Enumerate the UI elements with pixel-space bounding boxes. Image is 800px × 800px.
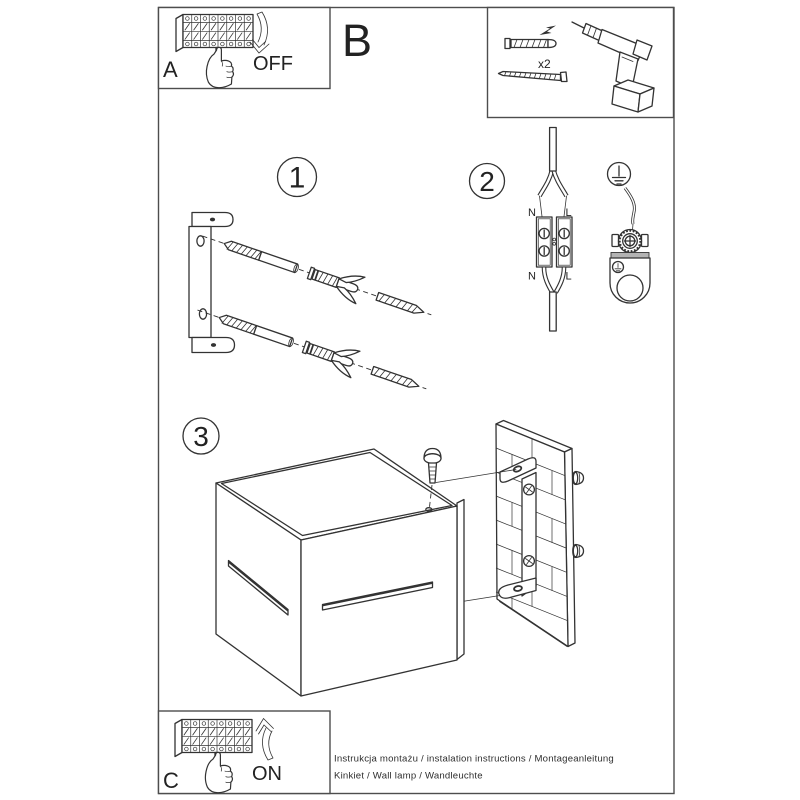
footer-line-2: Kinkiet / Wall lamp / Wandleuchte: [334, 770, 483, 782]
fusebox-icon: [176, 15, 253, 53]
step-2-number: 2: [479, 166, 495, 197]
panel-c-action: ON: [252, 763, 282, 785]
panel-c-breaker-on: [159, 711, 331, 794]
quantity-label: x2: [538, 57, 551, 71]
panel-c-label: C: [163, 768, 179, 793]
alignment-line-bottom: [459, 596, 500, 603]
live-label-bottom: L: [565, 270, 572, 283]
live-label-top: L: [565, 207, 572, 219]
ground-terminal-icon: [610, 230, 650, 304]
ground-connection: [608, 163, 651, 304]
panel-b-label: B: [342, 15, 373, 66]
lamp-cube: [216, 449, 457, 696]
step-3-number: 3: [193, 421, 209, 452]
lamp-back-plate: [457, 500, 464, 660]
wall-screw-bottom: [573, 545, 584, 558]
screw-plug-assembly-top: [198, 223, 436, 328]
page-border: [159, 8, 675, 794]
panel-a-label: A: [163, 57, 178, 82]
footer-line-1: Instrukcja montażu / instalation instructions / Montageanleitung: [334, 753, 614, 765]
ground-symbol-icon: [608, 163, 631, 186]
neutral-label-top: N: [528, 207, 536, 219]
parts-box: [488, 8, 674, 118]
panel-a-action: OFF: [253, 53, 293, 75]
step-1-mounting: [189, 158, 436, 403]
fusebox-icon: [175, 720, 252, 758]
step-2-wiring: [470, 128, 651, 332]
cable-and-terminal-block: [528, 128, 572, 332]
panel-a-breaker-off: [159, 8, 331, 89]
step-1-number: 1: [288, 161, 306, 195]
neutral-label-bottom: N: [528, 270, 536, 283]
mounting-bracket: [189, 213, 235, 353]
footer: [334, 754, 614, 782]
wall-screw-top: [573, 472, 584, 485]
step-3-installation: [183, 418, 584, 696]
